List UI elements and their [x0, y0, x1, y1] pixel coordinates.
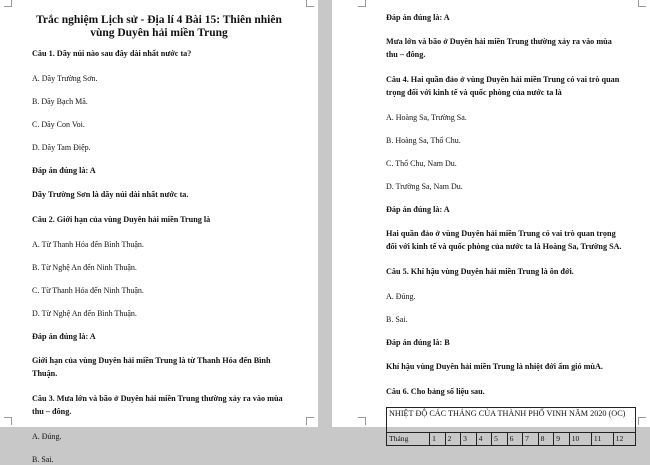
row-header-month: Tháng [387, 433, 430, 446]
question-1: Câu 1. Dãy núi nào sau đây dài nhất nước ta? [32, 49, 192, 58]
document-page-left [0, 0, 318, 464]
crop-mark [306, 417, 314, 425]
option-3b: B. Sai. [32, 455, 54, 464]
month-cell: 8 [538, 433, 554, 446]
question-4: Câu 4. Hai quần đảo ở vùng Duyên hải miền Trung có vai trò quan trọng đối với kinh tế và quốc phòng của nước ta là [386, 75, 620, 97]
month-cell: 6 [507, 433, 523, 446]
table-header-row [387, 408, 636, 433]
month-cell: 4 [476, 433, 492, 446]
answer-3: Đáp án đúng là: A [386, 13, 450, 22]
option-4a: A. Hoàng Sa, Trường Sa. [386, 113, 467, 122]
table-row [387, 433, 636, 446]
crop-mark [4, 0, 12, 7]
question-6: Câu 6. Cho bảng số liệu sau. [386, 387, 485, 396]
option-4b: B. Hoàng Sa, Thổ Chu. [386, 136, 461, 145]
month-cell: 7 [523, 433, 539, 446]
crop-mark [306, 0, 314, 7]
crop-mark [4, 417, 12, 425]
table-title: NHIỆT ĐỘ CÁC THÁNG CỦA THÀNH PHỐ VINH NĂM 2020 (OC) [387, 408, 636, 433]
crop-mark [358, 417, 366, 425]
month-cell: 10 [569, 433, 591, 446]
option-2a: A. Từ Thanh Hóa đến Bình Thuận. [32, 240, 144, 249]
question-3: Câu 3. Mưa lớn và bão ở Duyên hải miền Trung thường xảy ra vào mùa thu – đông. [32, 394, 283, 416]
option-1b: B. Dãy Bạch Mã. [32, 97, 88, 106]
month-cell: 2 [445, 433, 461, 446]
option-1a: A. Dãy Trường Sơn. [32, 74, 98, 83]
option-4d: D. Trường Sa, Nam Du. [386, 182, 463, 191]
month-cell: 3 [461, 433, 477, 446]
temperature-table [386, 407, 636, 446]
document-page-right [332, 0, 650, 443]
document-title: Trắc nghiệm Lịch sử - Địa lí 4 Bài 15: Thiên nhiên vùng Duyên hải miền Trung [36, 14, 282, 39]
option-1d: D. Dãy Tam Điệp. [32, 143, 91, 152]
option-2d: D. Từ Nghệ An đến Bình Thuận. [32, 309, 137, 318]
month-cell: 1 [430, 433, 446, 446]
answer-4: Đáp án đúng là: A [386, 205, 450, 214]
page-gutter [318, 0, 332, 427]
option-2b: B. Từ Nghệ An đến Ninh Thuận. [32, 263, 137, 272]
option-5b: B. Sai. [386, 315, 408, 324]
question-2: Câu 2. Giới hạn của vùng Duyên hải miền Trung là [32, 215, 211, 224]
option-3a: A. Đúng. [32, 432, 62, 441]
option-5a: A. Đúng. [386, 292, 416, 301]
explanation-1: Dãy Trường Sơn là dãy núi dài nhất nước ta. [32, 190, 189, 199]
explanation-2: Giới hạn của vùng Duyên hải miền Trung là từ Thanh Hóa đến Bình Thuận. [32, 356, 271, 378]
crop-mark [638, 417, 646, 425]
crop-mark [358, 0, 366, 7]
question-5: Câu 5. Khí hậu vùng Duyên hải miền Trung là ôn đới. [386, 267, 574, 276]
month-cell: 9 [554, 433, 570, 446]
answer-5: Đáp án đúng là: B [386, 338, 450, 347]
explanation-5: Khí hậu vùng Duyên hải miền Trung là nhiệt đới ẩm gió mùA. [386, 362, 603, 371]
crop-mark [638, 0, 646, 7]
month-cell: 5 [492, 433, 508, 446]
option-4c: C. Thổ Chu, Nam Du. [386, 159, 457, 168]
option-2c: C. Từ Thanh Hóa đến Ninh Thuận. [32, 286, 144, 295]
option-1c: C. Dãy Con Voi. [32, 120, 85, 129]
month-cell: 12 [613, 433, 635, 446]
explanation-3: Mưa lớn và bão ở Duyên hải miền Trung thường xảy ra vào mùa thu – đông. [386, 37, 612, 59]
answer-2: Đáp án đúng là: A [32, 332, 96, 341]
month-cell: 11 [591, 433, 613, 446]
answer-1: Đáp án đúng là: A [32, 166, 96, 175]
explanation-4: Hai quần đảo ở vùng Duyên hải miền Trung có vai trò quan trọng đối với kinh tế và quốc phòng của nước ta là Hoàng Sa, Trường SA. [386, 229, 622, 251]
